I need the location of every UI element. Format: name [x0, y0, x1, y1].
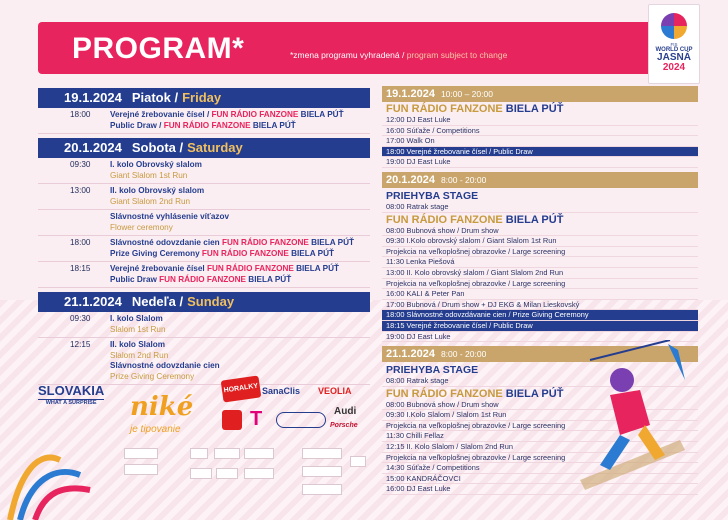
program-note: *zmena programu vyhradená / program subject to change — [290, 50, 508, 60]
audi-logo: Audi — [334, 406, 357, 417]
event-description — [110, 110, 344, 131]
day-date: 21.1.2024 — [64, 294, 122, 309]
day-date: 21.1.2024 — [386, 348, 435, 361]
event-text: Slalom 1st Run — [110, 324, 166, 334]
day-name-en: Friday — [182, 90, 222, 105]
event-text: FUN RÁDIO FANZONE — [159, 274, 249, 284]
slovakia-logo: SLOVAKIA WHAT A SURPRISE — [38, 383, 105, 406]
stage-title: PRIEHYBA STAGE — [386, 189, 479, 202]
event-text: II. kolo Slalom — [110, 340, 166, 349]
event-text: Slávnostné odovzdanie cien — [110, 361, 220, 370]
program-item: 19:00 DJ East Luke — [382, 332, 698, 343]
program-item: 09:30 I.Kolo obrovský slalom / Giant Slalom 1st Run — [382, 236, 698, 247]
event-text: FUN RÁDIO FANZONE — [201, 248, 292, 258]
event-description — [110, 314, 166, 335]
day-date: 19.1.2024 — [64, 90, 122, 105]
event-text: BIELA PÚŤ — [296, 264, 340, 273]
schedule-row — [38, 108, 370, 134]
fanzone-name: FUN RÁDIO FANZONE — [386, 103, 506, 115]
event-description — [110, 340, 220, 382]
sponsor-logo — [244, 448, 274, 459]
program-item: 08:00 Ratrak stage — [382, 376, 698, 387]
event-text: Prize Giving Ceremony — [110, 248, 202, 258]
event-text: FUN RÁDIO FANZONE — [163, 120, 253, 130]
program-item: Projekcia na veľkoplošnej obrazovke / Large screening — [382, 279, 698, 290]
veolia-logo: VEOLIA — [318, 386, 352, 396]
day-name-en: Sunday — [187, 294, 235, 309]
program-item: 15:00 KANDRÁČOVCI — [382, 474, 698, 485]
program-item: 09:30 I.Kolo Slalom / Slalom 1st Run — [382, 410, 698, 421]
opening-hours: 8:00 - 20:00 — [440, 174, 487, 185]
event-line — [110, 340, 220, 351]
event-text: Slávnostné odovzdanie cien — [110, 238, 222, 247]
program-item: 16:00 DJ East Luke — [382, 484, 698, 495]
fanzone-place: BIELA PÚŤ — [505, 213, 564, 226]
program-item: 11:30 Lenka Piešová — [382, 257, 698, 268]
program-item: 08:00 Bubnová show / Drum show — [382, 400, 698, 411]
schedule-row — [38, 338, 370, 385]
event-text: Prize Giving Ceremony — [110, 371, 195, 381]
day-header — [38, 292, 370, 312]
schedule-row — [38, 184, 370, 210]
event-text: Public Draw — [110, 274, 160, 284]
fanzone-place: BIELA PÚŤ — [505, 387, 564, 400]
program-item: 18:15 Verejné žrebovanie čísel / Public Draw — [382, 321, 698, 332]
event-line — [110, 223, 229, 234]
event-time: 18:00 — [70, 110, 91, 119]
program-item: 08:00 Bubnová show / Drum show — [382, 226, 698, 237]
program-item: Projekcia na veľkoplošnej obrazovke / Large screening — [382, 421, 698, 432]
world-cup-logo: FIS WORLD CUP JASNÁ 2024 — [648, 4, 700, 84]
schedule-row — [38, 312, 370, 338]
sponsor-logo — [244, 468, 274, 479]
event-text: Giant Slalom 2nd Run — [110, 196, 191, 206]
event-line — [110, 275, 339, 286]
day-date: 19.1.2024 — [386, 88, 435, 100]
event-line — [110, 351, 220, 362]
day-header — [382, 172, 698, 188]
day-header — [382, 86, 698, 102]
sponsor-logo — [190, 448, 208, 459]
orlen-logo — [222, 410, 242, 430]
day-header — [38, 138, 370, 158]
event-text: BIELA PÚŤ — [311, 238, 355, 247]
day-name-en: Saturday — [187, 140, 243, 155]
sponsor-logo — [302, 466, 342, 477]
event-line — [110, 160, 202, 171]
program-header — [38, 22, 698, 74]
program-item: 11:30 Chilli Fellaz — [382, 431, 698, 442]
skier-illustration-icon — [560, 340, 690, 490]
program-item: 12:15 II. Kolo Slalom / Slalom 2nd Run — [382, 442, 698, 453]
event-line — [110, 361, 220, 372]
event-text: II. kolo Obrovský slalom — [110, 186, 205, 195]
sponsor-logo — [124, 464, 158, 475]
event-line — [110, 110, 344, 121]
t-mobile-logo: T — [250, 408, 263, 430]
event-description — [110, 238, 354, 259]
day-header — [38, 88, 370, 108]
event-line — [110, 264, 339, 275]
sponsor-logo — [350, 456, 366, 467]
event-text: BIELA PÚŤ — [291, 248, 334, 258]
program-item: Projekcia na veľkoplošnej obrazovke / Large screening — [382, 453, 698, 464]
sponsor-logo — [216, 468, 238, 479]
flower-icon — [661, 13, 687, 39]
program-item: 19:00 DJ East Luke — [382, 157, 698, 168]
event-text: Public Draw / — [110, 120, 164, 130]
day-name-sk: Piatok / — [131, 90, 179, 105]
sponsor-logo — [302, 448, 342, 459]
event-text: FUN RÁDIO FANZONE — [211, 110, 301, 119]
fanzone-place: BIELA PÚŤ — [505, 103, 564, 115]
program-item: 08:00 Ratrak stage — [382, 202, 698, 213]
event-time: 12:15 — [70, 340, 91, 349]
event-time — [38, 212, 110, 233]
day-name-sk: Sobota / — [131, 140, 184, 155]
event-description — [110, 264, 339, 285]
event-time: 09:30 — [70, 314, 91, 323]
event-line — [110, 186, 204, 197]
nike-logo: niké — [130, 392, 194, 422]
event-text: Giant Slalom 1st Run — [110, 170, 188, 180]
event-description — [110, 212, 229, 233]
event-line — [110, 121, 344, 132]
program-item: Projekcia na veľkoplošnej obrazovke / Large screening — [382, 247, 698, 258]
program-item: 18:00 Slávnostné odovzdávanie cien / Prize Giving Ceremony — [382, 310, 698, 321]
event-line — [110, 212, 229, 223]
day-name-sk: Nedeľa / — [131, 294, 184, 309]
program-item: 18:00 Verejné žrebovanie čísel / Public Draw — [382, 147, 698, 158]
event-text: FUN RÁDIO FANZONE — [221, 238, 312, 247]
schedule-row — [38, 158, 370, 184]
stage-title: PRIEHYBA STAGE — [386, 364, 479, 377]
event-text: BIELA PÚŤ — [252, 120, 296, 130]
fanzone-name: FUN RÁDIO FANZONE — [386, 387, 506, 400]
event-time: 18:15 — [70, 264, 91, 273]
program-item: 16:00 KALI & Peter Pan — [382, 289, 698, 300]
nike-tagline: je tipovanie — [130, 424, 181, 435]
fanzone-name: FUN RÁDIO FANZONE — [386, 213, 506, 226]
event-line — [110, 372, 220, 383]
schedule-row — [38, 262, 370, 288]
fanzone-title — [382, 103, 698, 115]
sponsor-logo — [124, 448, 158, 459]
sanaclis-logo: SanaClis — [262, 386, 301, 396]
event-text: I. kolo Obrovský slalom — [110, 160, 202, 169]
horalky-logo: HORALKY — [221, 375, 262, 402]
day-date: 20.1.2024 — [386, 173, 435, 186]
event-line — [110, 325, 166, 336]
sponsor-logo — [214, 448, 240, 459]
program-item: 16:00 Súťaže / Competitions — [382, 126, 698, 137]
opening-hours: 10:00 – 20:00 — [440, 89, 493, 99]
program-item: 14:30 Súťaže / Competitions — [382, 463, 698, 474]
schedule-row — [38, 210, 370, 236]
sponsor-logo — [190, 468, 212, 479]
schedule-row — [38, 236, 370, 262]
schedule-left-column — [38, 88, 370, 385]
event-description — [110, 186, 204, 207]
event-line — [110, 249, 354, 260]
event-time: 18:00 — [70, 238, 91, 247]
event-text: I. kolo Slalom — [110, 314, 163, 323]
event-text: Verejné žrebovanie čísel — [110, 264, 207, 273]
event-text: Flower ceremony — [110, 222, 173, 232]
day-date: 20.1.2024 — [64, 140, 122, 155]
program-item: 17:00 Bubnová / Drum show + DJ EKG & Milan Lieskovský — [382, 300, 698, 311]
event-line — [110, 197, 204, 208]
program-item: 12:00 DJ East Luke — [382, 115, 698, 126]
page-title: PROGRAM* — [72, 32, 245, 65]
event-text: Verejné žrebovanie čísel / — [110, 110, 212, 119]
program-item: 13:00 II. Kolo obrovský slalom / Giant Slalom 2nd Run — [382, 268, 698, 279]
event-line — [110, 314, 166, 325]
event-text: FUN RÁDIO FANZONE — [206, 264, 297, 273]
sponsor-logo — [302, 484, 342, 495]
event-text: BIELA PÚŤ — [300, 110, 344, 119]
event-text: BIELA PÚŤ — [248, 274, 292, 284]
event-time: 09:30 — [70, 160, 91, 169]
event-line — [110, 238, 354, 249]
event-text: Slávnostné vyhlásenie víťazov — [110, 212, 230, 221]
railway-logo — [276, 412, 326, 428]
event-line — [110, 171, 202, 182]
decorative-ribbon-icon — [0, 430, 100, 520]
event-description — [110, 160, 202, 181]
porsche-logo: Porsche — [330, 422, 358, 429]
program-item: 17:00 Walk On — [382, 136, 698, 147]
event-text: Slalom 2nd Run — [110, 350, 169, 360]
opening-hours: 8:00 - 20:00 — [440, 349, 487, 360]
event-time: 13:00 — [70, 186, 91, 195]
fanzone-title — [382, 214, 698, 226]
